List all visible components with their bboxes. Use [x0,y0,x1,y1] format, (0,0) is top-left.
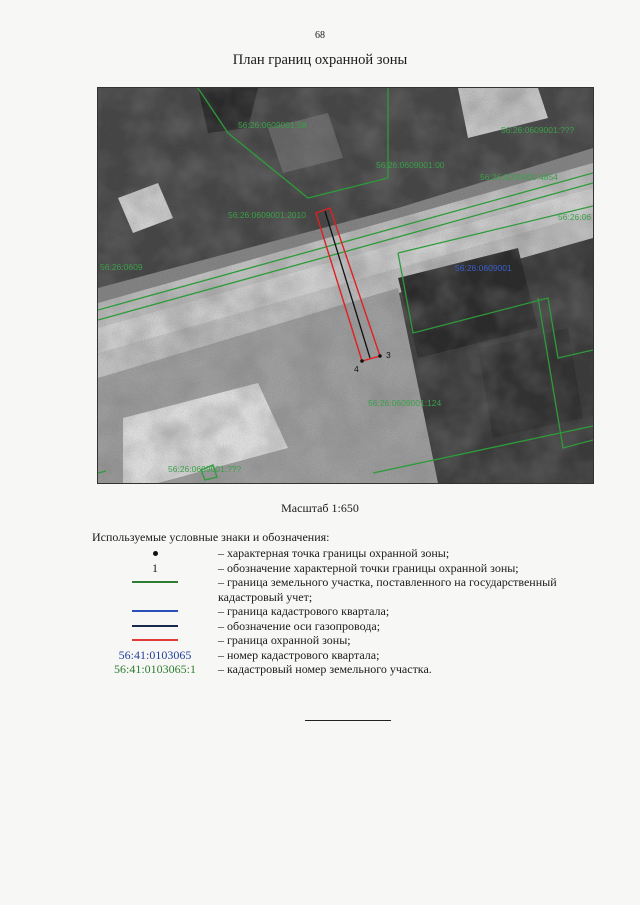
legend-item [92,546,612,561]
parcel-label: 56:26:0000000:4854 [480,172,558,182]
page-number: 68 [315,30,325,41]
map-scale: Масштаб 1:650 [281,501,359,515]
signature-line [305,720,391,721]
legend-description: – граница охранной зоны; [218,633,351,647]
legend-description: – граница кадастрового квартала; [218,604,390,618]
point-label-3: 3 [386,350,391,360]
parcel-label: 56:26:0609001:??? [501,125,575,135]
legend-description: – обозначение характерной точки границы охранной зоны; [218,560,519,575]
legend-description: – кадастровый номер земельного участка. [218,662,432,676]
legend-description: – обозначение оси газопровода; [218,618,381,633]
point-label-4: 4 [354,364,359,374]
map-image [97,87,594,484]
legend-item [92,575,612,604]
parcel-label: 56:26:0609 [100,262,143,272]
legend-symbol-text: 56:41:0103065:1 [113,662,196,676]
legend-item [92,662,612,677]
parcel-label: 56:26:0609001:58 [238,120,307,130]
legend-symbol-text: 1 [152,560,158,575]
legend-item [92,648,612,663]
legend-description: – граница земельного участка, поставленного на государственный кадастровый учет; [218,575,557,604]
legend-symbol-text: 56:41:0103065 [118,647,192,662]
point-dot-icon [153,551,158,556]
legend-title: Используемые условные знаки и обозначения: [92,530,330,544]
parcel-label: 56:26:0609001:124 [368,398,442,408]
boundary-point [360,359,364,363]
legend-description: – характерная точка границы охранной зоны; [218,546,450,560]
parcel-label: 56:26:0609001:2010 [228,210,306,220]
aerial-map [98,88,593,483]
parcel-label: 56:26:06 [558,212,592,222]
parcel-label: 56:26:0609001:??? [168,464,242,474]
legend [92,546,612,677]
dark-line-icon [132,625,178,627]
red-line-icon [132,639,178,641]
page-title: План границ охранной зоны [232,52,408,68]
legend-item [92,633,612,648]
blue-line-icon [132,610,178,612]
legend-item [92,604,612,619]
quarter-label: 56:26:0609001 [455,263,512,273]
legend-item [92,561,612,576]
green-line-icon [132,581,178,583]
parcel-label: 56:26:0609001:00 [376,160,445,170]
legend-description: – номер кадастрового квартала; [218,647,380,662]
legend-item [92,619,612,634]
boundary-point [378,354,382,358]
